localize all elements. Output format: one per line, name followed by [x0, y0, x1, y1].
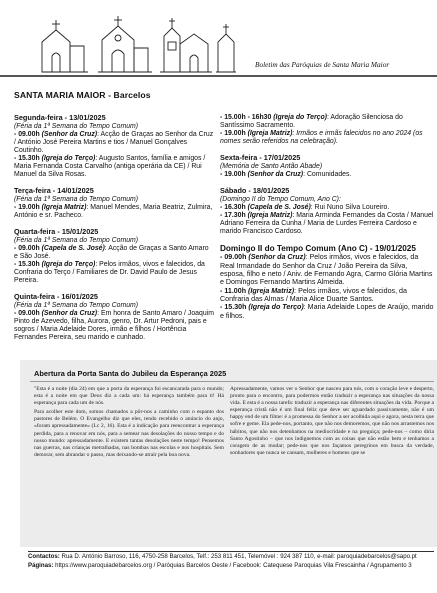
- paragraph: Para acolher este dom, somos chamados a pôr-nos a caminho com o espanto dos pastores de Belém. O Evangelho diz que eles, tendo recebido o anúncio do anjo, «foram apressadamente» (Lc 2, 16). Esta é a indicação para reencontrar a esperança perdida, para a renovar em nós, para a semear nas desolações do nosso tempo e do nosso mundo: apressadamente. E existem tantas desolações neste tempo! Pensemos nas guerras, nas crianças metralhadas, nas bombas nas escolas e nos hospitais. Sem demorar, sem abrandar o passo, mas deixando-se atrair pela boa nova.: [34, 409, 224, 458]
- bulletin-title: Boletim das Paróquias de Santa Maria Maior: [255, 60, 390, 69]
- jubilee-text-left: [34, 386, 224, 461]
- mass-entry: - 19.00h (Igreja Matriz): Manuel Mendes, Maria Beatriz, Zulmira, António e sr. Pacheco.: [14, 203, 213, 220]
- mass-entry: - 09.00h (Senhor da Cruz): Em honra de Santo Amaro / Joaquim Pinto de Azevedo, filha, Aurora, genro, Dr. Artur Pedroni, pais e sogros / Maria Adelaide Dores, irmão e filhos / Hortência Fernandes Pereira, seu marido e cunhado.: [14, 309, 214, 342]
- schedule-right-column: [220, 114, 434, 328]
- day-block-sunday: [220, 244, 434, 320]
- mass-entry: - 15.30h (Igreja do Terço): Pelos irmãos, vivos e falecidos, da Confraria do Terço / Familiares de Dr. David Paulo de Jesus Pereira.: [14, 261, 205, 285]
- jubilee-title: Abertura da Porta Santa do Jubileu da Esperança 2025: [34, 369, 227, 378]
- day-block-wednesday: [14, 228, 214, 285]
- footer: [28, 552, 434, 570]
- churches-illustration: [40, 12, 236, 74]
- parish-title: SANTA MARIA MAIOR - Barcelos: [14, 90, 151, 100]
- day-subtitle: (Memória de Santo Antão Abade): [220, 162, 323, 170]
- mass-entry: - 19.00h (Igreja Matriz): Irmãos e irmãs falecidos no ano 2024 (os nomes serão referidos na celebração).: [220, 130, 423, 146]
- mass-entry: - 19.00h (Senhor da Cruz): Comunidades.: [220, 171, 352, 179]
- mass-entry: - 15.00h - 16h30 (Igreja do Terço): Adoração Silenciosa do Santíssimo Sacramento.: [220, 114, 403, 130]
- mass-entry: - 09.00h (Senhor da Cruz): Pelos irmãos, vivos e falecidos, da Real Irmandade do Senhor da Cruz / João Pereira da Silva, esposa, filho e neto / Aniv. de Fernando Agra, Carmo Glória Martins e Domingos Fernando Martins Almeida.: [220, 253, 433, 287]
- day-block-saturday: [220, 187, 434, 236]
- day-subtitle: (Féria da 1ª Semana do Tempo Comum): [14, 195, 139, 203]
- day-block-tuesday: [14, 187, 214, 220]
- mass-entry: - 17.30h (Igreja Matriz): Maria Arminda Fernandes da Costa / Manuel Adriano Ferreira da Cunha / Maria de Lurdes Ferreira Cardoso e marido Francisco Cardoso.: [220, 211, 434, 236]
- day-title: Segunda-feira - 13/01/2025: [14, 113, 106, 122]
- mass-entry: - 09.00h (Senhor da Cruz): Acção de Graças ao Senhor da Cruz / António José Pereira Martins e tios / Manuel Gonçalves Coutinho.: [14, 130, 214, 154]
- schedule-left-column: [14, 114, 214, 350]
- day-block-thursday-continued: [220, 114, 434, 146]
- footer-contacts: Contactos: Rua D. António Barroso, 116, 4750-258 Barcelos, Telf.: 253 811 451, Telemóvel : 924 387 110, e-mail: paroquiadebarcelos@sapo.pt: [28, 553, 417, 560]
- day-subtitle: (Féria da 1ª Semana do Tempo Comum): [14, 301, 139, 309]
- day-title: Quinta-feira - 16/01/2025: [14, 292, 98, 302]
- mass-entry: - 11.00h (Igreja Matriz): Pelos irmãos, vivos e falecidos, da Confraria das Almas / Maria Alice Duarte Santos.: [220, 286, 407, 303]
- day-subtitle: (Féria da 1ª Semana do Tempo Comum): [14, 236, 139, 244]
- jubilee-divider: [30, 381, 434, 382]
- sunday-title: Domingo II do Tempo Comum (Ano C) - 19/01/2025: [220, 244, 416, 254]
- paragraph: "Esta é a noite (dia 24) em que a porta da esperança foi escancarada para o mundo; esta é a noite em que Deus diz a cada um: há esperança também para ti! Há esperança para cada um de nós.: [34, 386, 224, 407]
- day-block-monday: [14, 114, 214, 179]
- day-title: Sábado - 18/01/2025: [220, 186, 290, 196]
- mass-entry: - 15.30h (Igreja do Terço): Maria Adelaide Lopes de Araújo, marido e filhos.: [220, 303, 434, 320]
- mass-entry: - 09.00h (Capela de S. José): Acção de Graças a Santo Amaro e São José.: [14, 244, 209, 260]
- day-block-friday: [220, 154, 434, 179]
- day-subtitle: (Féria da 1ª Semana do Tempo Comum): [14, 122, 139, 130]
- footer-pages[interactable]: Páginas: https://www.paroquiadebarcelos.org / Paróquias Barcelos Oeste / Facebook: Catequese Paroquias Vila Frescainha / Agrupamento 3: [28, 562, 412, 570]
- jubilee-text-right: [230, 386, 434, 459]
- day-title: Quarta-feira - 15/01/2025: [14, 227, 99, 237]
- day-title: Sexta-feira - 17/01/2025: [220, 153, 301, 163]
- header-divider: [0, 75, 437, 77]
- mass-entry: - 16.30h (Capela de S. José): Rui Nuno Silva Loureiro.: [220, 203, 390, 211]
- bulletin-header: [0, 0, 437, 78]
- day-title: Terça-feira - 14/01/2025: [14, 186, 94, 196]
- day-block-thursday: [14, 293, 214, 342]
- day-subtitle: (Domingo II do Tempo Comum, Ano C):: [220, 195, 341, 203]
- paragraph: Apressadamente, vamos ver o Senhor que nasceu para nós, com o coração leve e desperto, pronto para o encontro, para podermos então traduzir a esperança nas situações da nossa vida. E esta é a nossa tarefa: traduzir a esperança nas diferentes situações da vida. Porque a esperança cristã não é um final feliz que deve ser aguardado passivamente, não é um happy end de um filme: é a promessa do Senhor a ser acolhida aqui e agora, nesta terra que sofre e geme. Ela pede-nos, portanto, que não nos demoremos, que não nos arrastemos nos hábitos, que não nos detenhamos na mediocridade e na preguiça; pede-nos – como diria Santo Agostinho – que nos indignemos com as coisas que não estão bem e tenhamos a coragem de as mudar; pede-nos que nos façamos peregrinos em busca da verdade, sonhadores que nunca se cansam, mulheres e homens que se: [230, 386, 434, 456]
- mass-entry: - 15.30h (Igreja do Terço): Augusto Santos, família e amigos / Maria Fernanda Costa Carvalho (antiga operária da CE) / Rui Manuel da Silva Rosas.: [14, 154, 206, 179]
